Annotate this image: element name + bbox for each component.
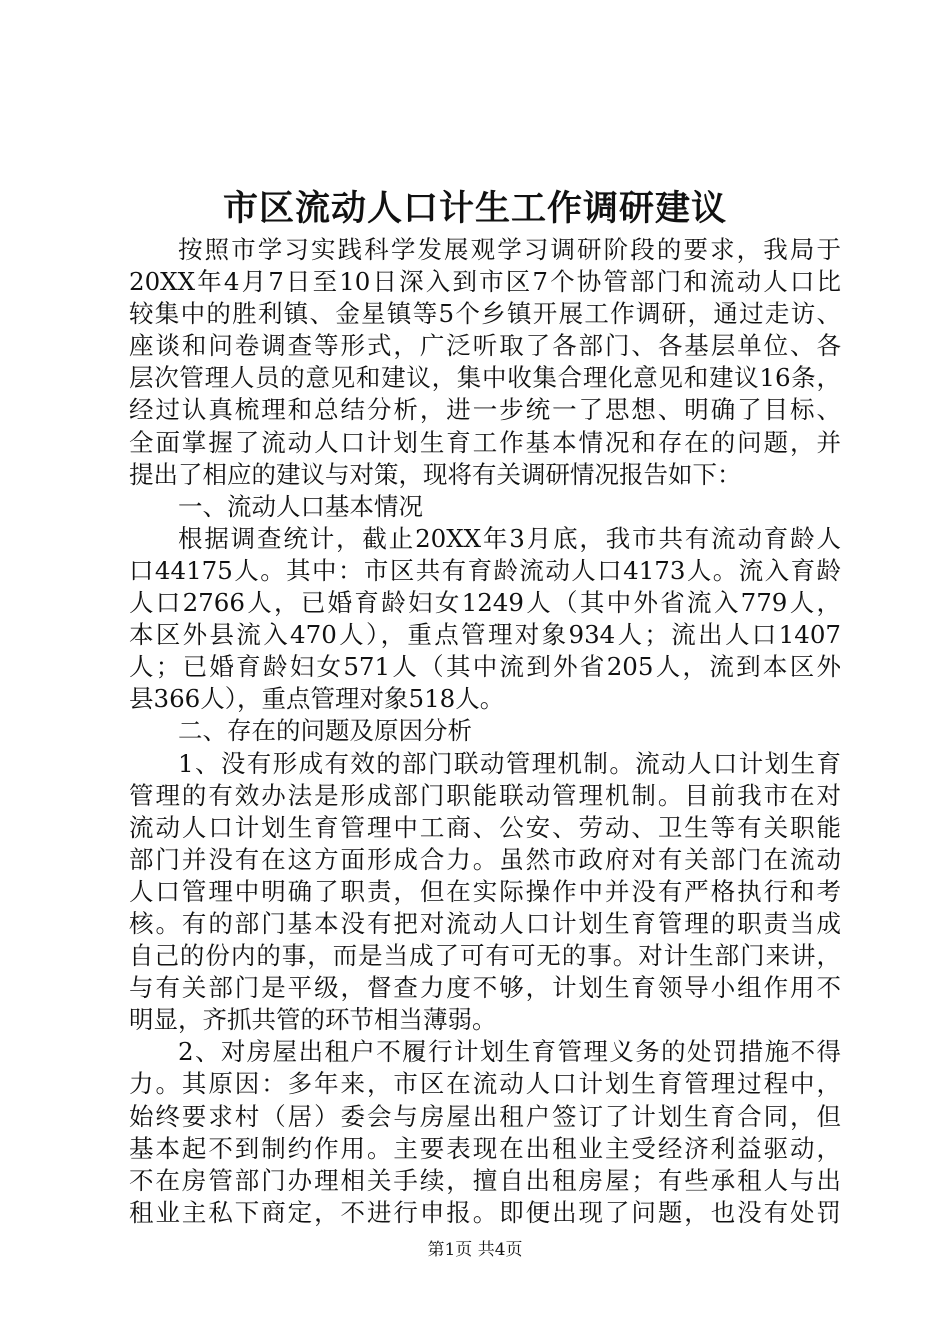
body-line: 二、存在的问题及原因分析 bbox=[178, 716, 472, 746]
body-line: 口44175人。其中：市区共有育龄流动人口4173人。流入育龄 bbox=[129, 555, 841, 585]
body-line: 一、流动人口基本情况 bbox=[178, 491, 423, 521]
document-body bbox=[129, 234, 841, 1229]
body-line: 人；已婚育龄妇女571人（其中流到外省205人，流到本区外 bbox=[129, 652, 841, 682]
body-line: 较集中的胜利镇、金星镇等5个乡镇开展工作调研，通过走访、 bbox=[129, 299, 841, 329]
body-line: 力。其原因：多年来，市区在流动人口计划生育管理过程中， bbox=[129, 1069, 841, 1099]
body-line: 人口2766人，已婚育龄妇女1249人（其中外省流入779人， bbox=[129, 588, 841, 618]
body-line: 人口管理中明确了职责，但在实际操作中并没有严格执行和考 bbox=[129, 876, 841, 906]
body-line: 始终要求村（居）委会与房屋出租户签订了计划生育合同，但 bbox=[129, 1101, 841, 1131]
body-line: 流动人口计划生育管理中工商、公安、劳动、卫生等有关职能 bbox=[129, 812, 841, 842]
body-line: 明显，齐抓共管的环节相当薄弱。 bbox=[129, 1005, 497, 1035]
body-line: 提出了相应的建议与对策，现将有关调研情况报告如下： bbox=[129, 459, 742, 489]
body-line: 部门并没有在这方面形成合力。虽然市政府对有关部门在流动 bbox=[129, 844, 841, 874]
body-line: 核。有的部门基本没有把对流动人口计划生育管理的职责当成 bbox=[129, 908, 841, 938]
body-line: 基本起不到制约作用。主要表现在出租业主受经济利益驱动， bbox=[129, 1133, 841, 1163]
body-line: 县366人），重点管理对象518人。 bbox=[129, 684, 505, 714]
body-line: 按照市学习实践科学发展观学习调研阶段的要求，我局于 bbox=[178, 235, 841, 264]
body-line: 根据调查统计，截止20XX年3月底，我市共有流动育龄人 bbox=[178, 523, 841, 553]
body-line: 全面掌握了流动人口计划生育工作基本情况和存在的问题，并 bbox=[129, 427, 841, 457]
body-line: 不在房管部门办理相关手续，擅自出租房屋；有些承租人与出 bbox=[129, 1165, 841, 1195]
body-line: 自己的份内的事，而是当成了可有可无的事。对计生部门来讲， bbox=[129, 941, 841, 971]
body-line: 层次管理人员的意见和建议，集中收集合理化意见和建议16条， bbox=[129, 363, 841, 393]
page-footer: 第1页 共4页 bbox=[427, 1240, 523, 1260]
body-line: 与有关部门是平级，督查力度不够，计划生育领导小组作用不 bbox=[129, 973, 841, 1003]
body-line: 本区外县流入470人），重点管理对象934人；流出人口1407 bbox=[129, 620, 841, 650]
body-line: 1、没有形成有效的部门联动管理机制。流动人口计划生育 bbox=[178, 748, 841, 778]
body-line: 座谈和问卷调查等形式，广泛听取了各部门、各基层单位、各 bbox=[129, 331, 841, 361]
body-line: 经过认真梳理和总结分析，进一步统一了思想、明确了目标、 bbox=[129, 395, 841, 425]
document-title: 市区流动人口计生工作调研建议 bbox=[222, 188, 727, 229]
body-line: 20XX年4月7日至10日深入到市区7个协管部门和流动人口比 bbox=[129, 267, 841, 297]
body-line: 租业主私下商定，不进行申报。即便出现了问题，也没有处罚 bbox=[129, 1197, 841, 1227]
body-line: 2、对房屋出租户不履行计划生育管理义务的处罚措施不得 bbox=[178, 1037, 841, 1067]
body-line: 管理的有效办法是形成部门职能联动管理机制。目前我市在对 bbox=[129, 780, 841, 810]
